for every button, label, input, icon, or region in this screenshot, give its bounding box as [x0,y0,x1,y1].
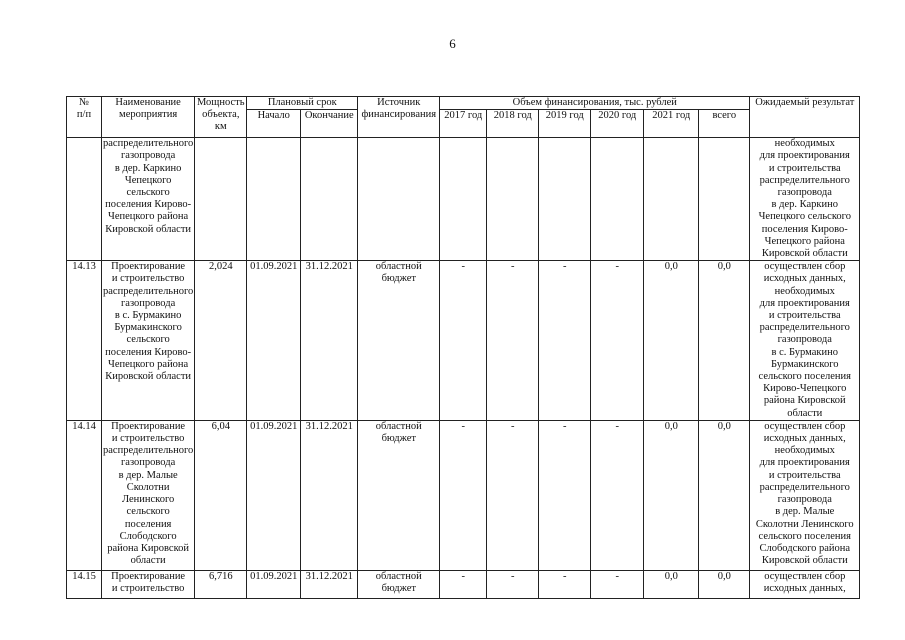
row-end-date: 31.12.2021 [301,261,358,421]
row-end-date: 31.12.2021 [301,570,358,598]
row-name: Проектирование и строительство [102,570,195,598]
row-source: областной бюджет [358,570,440,598]
header-name: Наименование мероприятия [102,97,195,138]
header-year: 2019 год [539,110,591,138]
header-start: Начало [247,110,301,138]
header-year: 2017 год [440,110,487,138]
row-year-value: 0,0 [644,420,699,570]
row-year-value: 0,0 [644,261,699,421]
row-capacity: 6,716 [195,570,247,598]
header-funding: Объем финансирования, тыс. рублей [440,97,750,110]
row-name: Проектирование и строительство распределительного газопровода в с. Бурмакино Бурмакинского сельского поселения Кирово- Чепецкого района Кировской области [102,261,195,421]
row-year-value: - [440,570,487,598]
row-year-value [699,138,750,261]
table-row [67,138,860,261]
header-year: 2021 год [644,110,699,138]
row-year-value: - [440,420,487,570]
table-row [67,261,860,421]
row-start-date [247,138,301,261]
row-start-date: 01.09.2021 [247,570,301,598]
row-year-value: - [487,261,539,421]
header-result: Ожидаемый результат [750,97,860,138]
row-year-value [440,138,487,261]
header-source: Источник финансирования [358,97,440,138]
funding-table [66,96,860,599]
row-year-value: 0,0 [644,570,699,598]
row-end-date: 31.12.2021 [301,420,358,570]
row-year-value: - [539,261,591,421]
row-year-value: - [591,570,644,598]
row-year-value [591,138,644,261]
row-source: областной бюджет [358,261,440,421]
header-term: Плановый срок [247,97,358,110]
table-row [67,570,860,598]
header-end: Окончание [301,110,358,138]
header-year: всего [699,110,750,138]
row-source [358,138,440,261]
page-number: 6 [449,36,456,51]
row-year-value: - [487,420,539,570]
row-number: 14.13 [67,261,102,421]
row-capacity [195,138,247,261]
row-start-date: 01.09.2021 [247,261,301,421]
row-year-value: 0,0 [699,570,750,598]
header-row [67,97,860,110]
row-start-date: 01.09.2021 [247,420,301,570]
row-year-value: - [591,420,644,570]
table-row [67,420,860,570]
row-capacity: 2,024 [195,261,247,421]
row-source: областной бюджет [358,420,440,570]
row-name: Проектирование и строительство распределительного газопровода в дер. Малые Сколотни Ленинского сельского поселения Слободского района Кировской области [102,420,195,570]
row-year-value [644,138,699,261]
row-year-value: - [591,261,644,421]
header-year: 2018 год [487,110,539,138]
row-year-value: - [539,570,591,598]
row-number: 14.15 [67,570,102,598]
row-year-value: 0,0 [699,420,750,570]
row-result: осуществлен сбор исходных данных, необходимых для проектирования и строительства распределительного газопровода в с. Бурмакино Бурмакинского сельского поселения Кирово-Чепецкого района Кировской области [750,261,860,421]
row-result: осуществлен сбор исходных данных, необходимых для проектирования и строительства распределительного газопровода в дер. Малые Сколотни Ленинского сельского поселения Слободского района Кировской области [750,420,860,570]
row-capacity: 6,04 [195,420,247,570]
header-year: 2020 год [591,110,644,138]
row-end-date [301,138,358,261]
row-result: осуществлен сбор исходных данных, [750,570,860,598]
row-name: распределительного газопровода в дер. Каркино Чепецкого сельского поселения Кирово- Чепецкого района Кировской области [102,138,195,261]
row-year-value: - [539,420,591,570]
row-number [67,138,102,261]
row-number: 14.14 [67,420,102,570]
row-year-value: - [440,261,487,421]
row-year-value: - [487,570,539,598]
row-result: необходимых для проектирования и строительства распределительного газопровода в дер. Каркино Чепецкого сельского поселения Кирово- Чепецкого района Кировской области [750,138,860,261]
row-year-value: 0,0 [699,261,750,421]
header-num: № п/п [67,97,102,138]
row-year-value [487,138,539,261]
header-capacity: Мощность объекта, км [195,97,247,138]
row-year-value [539,138,591,261]
